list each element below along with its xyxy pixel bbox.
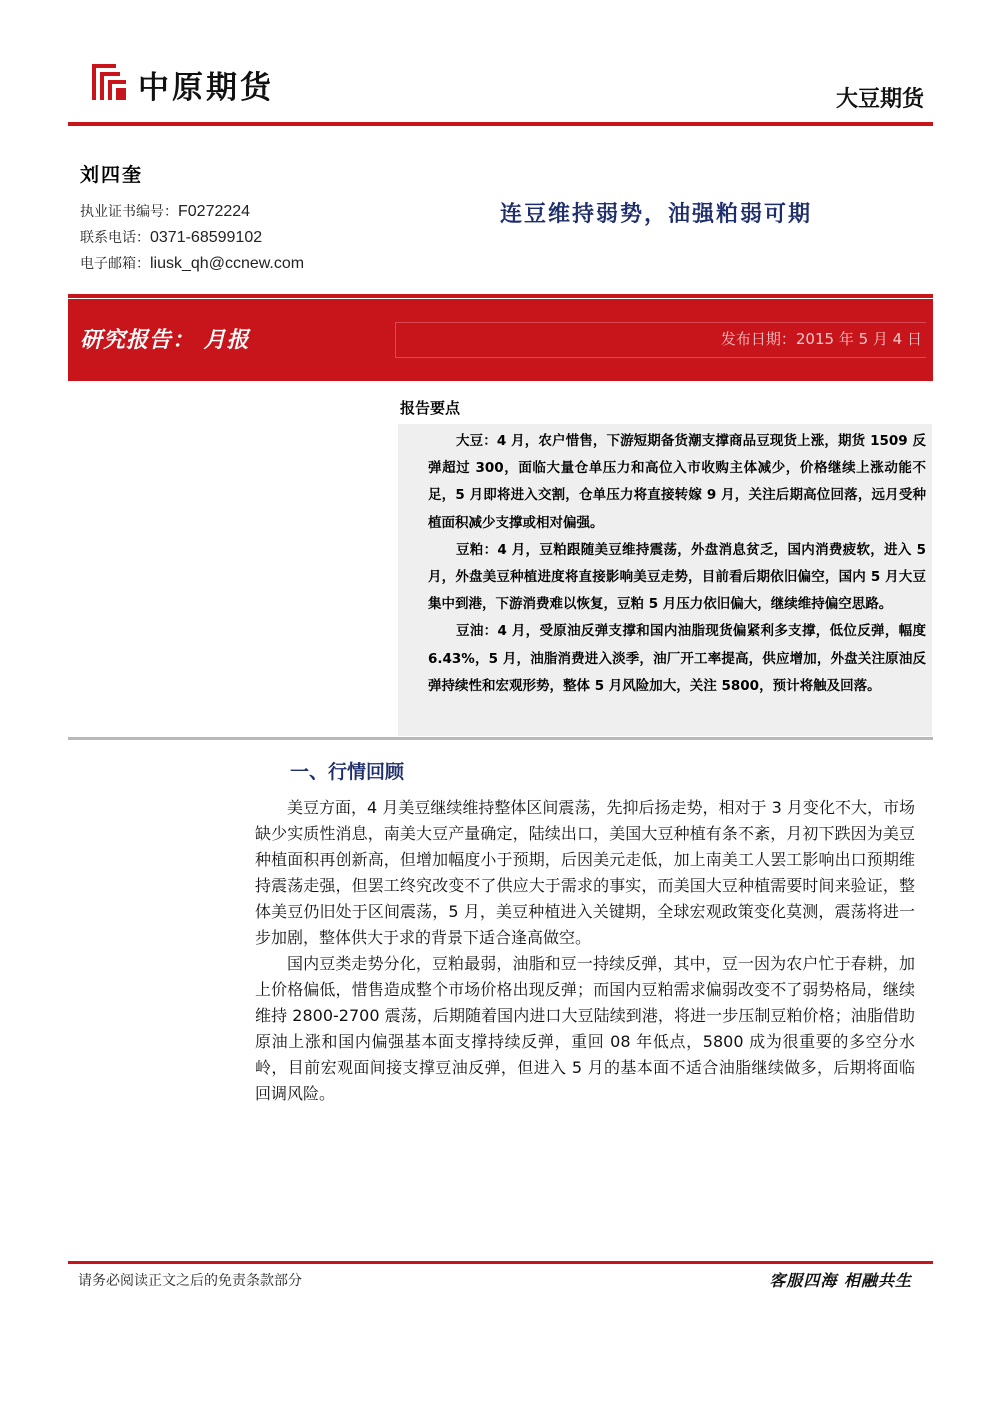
key-point-soybean: 大豆：4 月，农户惜售，下游短期备货潮支撑商品豆现货上涨，期货 1509 反弹超过 300，面临大量仓单压力和高位入市收购主体减少，价格继续上涨动能不足，5 月即将进入交割，仓单压力将直接转嫁 9 月，关注后期高位回落，远月受种植面积减少支撑或相对偏强。 — [428, 433, 926, 531]
section-heading: 一、行情回顾 — [290, 761, 405, 783]
category-label: 大豆期货 — [835, 87, 924, 112]
footer-disclaimer: 请务必阅读正文之后的免责条款部分 — [78, 1273, 302, 1289]
footer-slogan: 客服四海 相融共生 — [769, 1271, 912, 1290]
section-body — [255, 795, 915, 1107]
cert-value: F0272224 — [178, 203, 251, 220]
footer-divider — [68, 1261, 933, 1264]
header-divider — [68, 122, 933, 126]
key-point-soymeal: 豆粕：4 月，豆粕跟随美豆维持震荡，外盘消息贫乏，国内消费疲软，进入 5 月，外盘美豆种植进度将直接影响美豆走势，目前看后期依旧偏空，国内 5 月大豆集中到港，下游消费难以恢复，豆粕 5 月压力依旧偏大，继续维持偏空思路。 — [428, 541, 926, 613]
cert-line — [80, 201, 250, 221]
cert-label: 执业证书编号： — [80, 204, 178, 220]
report-title: 连豆维持弱势，油强粕弱可期 — [500, 201, 813, 227]
logo-mark-icon — [86, 60, 130, 104]
key-point-soyoil: 豆油：4 月，受原油反弹支撑和国内油脂现货偏紧利多支撑，低位反弹，幅度 6.43%，5 月，油脂消费进入淡季，油厂开工率提高，供应增加，外盘关注原油反弹持续性和宏观形势，整体 5 月风险加大，关注 5800，预计将触及回落。 — [428, 623, 926, 694]
key-points-divider — [68, 737, 933, 740]
key-points-text — [428, 428, 926, 700]
email-value[interactable]: liusk_qh@ccnew.com — [150, 255, 305, 272]
key-points-heading: 报告要点 — [400, 399, 461, 417]
publish-date: 发布日期：2015 年 5 月 4 日 — [720, 330, 922, 348]
author-name: 刘四奎 — [80, 164, 144, 186]
phone-line — [80, 227, 262, 247]
phone-value: 0371-68599102 — [150, 229, 263, 246]
company-logo — [86, 60, 316, 104]
logo-text: 中原期货 — [138, 70, 274, 106]
phone-label: 联系电话： — [80, 230, 150, 246]
report-type: 研究报告： 月报 — [80, 327, 250, 353]
email-line — [80, 253, 304, 273]
body-paragraph: 国内豆类走势分化，豆粕最弱，油脂和豆一持续反弹，其中，豆一因为农户忙于春耕，加上价格偏低，惜售造成整个市场价格出现反弹；而国内豆粕需求偏弱改变不了弱势格局，继续维持 2800-2700 震荡，后期随着国内进口大豆陆续到港，将进一步压制豆粕价格；油脂借助原油上涨和国内偏强基本面支撑持续反弹，重回 08 年低点，5800 成为很重要的多空分水岭，目前宏观面间接支撑豆油反弹，但进入 5 月的基本面不适合油脂继续做多，后期将面临回调风险。 — [255, 954, 915, 1103]
email-label: 电子邮箱： — [80, 256, 150, 272]
body-paragraph: 美豆方面，4 月美豆继续维持整体区间震荡，先抑后扬走势，相对于 3 月变化不大，市场缺少实质性消息，南美大豆产量确定，陆续出口，美国大豆种植有条不紊，月初下跌因为美豆种植面积再创新高，但增加幅度小于预期，后因美元走低，加上南美工人罢工影响出口预期维持震荡走强，但罢工终究改变不了供应大于需求的事实，而美国大豆种植需要时间来验证，整体美豆仍旧处于区间震荡，5 月，美豆种植进入关键期，全球宏观政策变化莫测，震荡将进一步加剧，整体供大于求的背景下适合逢高做空。 — [255, 798, 915, 947]
banner-top-line — [68, 294, 933, 298]
